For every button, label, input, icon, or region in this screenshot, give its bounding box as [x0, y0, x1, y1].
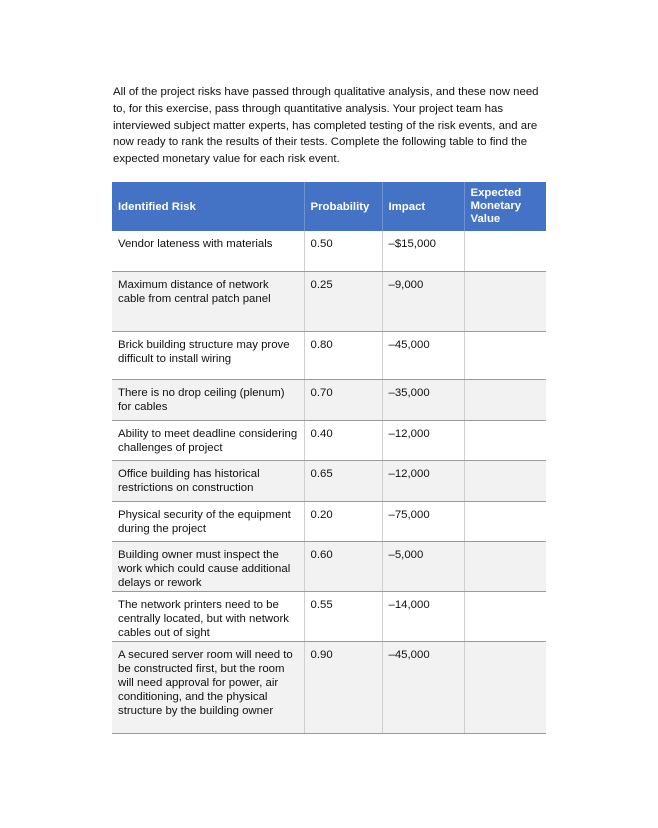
probability-cell: 0.60 — [304, 541, 382, 591]
probability-cell: 0.20 — [304, 501, 382, 541]
table-row — [112, 641, 546, 733]
risk-table — [112, 182, 546, 734]
impact-cell: –35,000 — [382, 379, 464, 420]
probability-cell: 0.55 — [304, 591, 382, 641]
probability-cell: 0.40 — [304, 420, 382, 460]
risk-cell: There is no drop ceiling (plenum) for cables — [112, 379, 304, 420]
impact-cell: –12,000 — [382, 420, 464, 460]
probability-cell: 0.50 — [304, 231, 382, 271]
risk-cell: Vendor lateness with materials — [112, 231, 304, 271]
table-row — [112, 501, 546, 541]
risk-cell: A secured server room will need to be constructed first, but the room will need approval for power, air conditioning, and the physical structure by the building owner — [112, 641, 304, 733]
impact-cell: –9,000 — [382, 271, 464, 331]
impact-cell: –45,000 — [382, 331, 464, 379]
table-row — [112, 231, 546, 271]
table-row — [112, 591, 546, 641]
probability-cell: 0.90 — [304, 641, 382, 733]
risk-cell: Office building has historical restrictions on construction — [112, 460, 304, 501]
impact-cell: –14,000 — [382, 591, 464, 641]
table-row — [112, 420, 546, 460]
risk-cell: Ability to meet deadline considering challenges of project — [112, 420, 304, 460]
emv-cell[interactable] — [464, 501, 546, 541]
table-row — [112, 379, 546, 420]
table-row — [112, 541, 546, 591]
intro-paragraph: All of the project risks have passed through qualitative analysis, and these now need to, for this exercise, pass through quantitative analysis. Your project team has interviewed subject matter experts, has completed testing of the risk events, and are now ready to rank the results of their tests. Complete the following table to find the expected monetary value for each risk event. — [113, 86, 539, 166]
emv-cell[interactable] — [464, 379, 546, 420]
impact-cell: –$15,000 — [382, 231, 464, 271]
emv-cell[interactable] — [464, 591, 546, 641]
emv-cell[interactable] — [464, 271, 546, 331]
risk-cell: Maximum distance of network cable from central patch panel — [112, 271, 304, 331]
header-probability: Probability — [304, 182, 382, 231]
header-emv-line3: Value — [470, 213, 501, 225]
probability-cell: 0.80 — [304, 331, 382, 379]
emv-cell[interactable] — [464, 541, 546, 591]
impact-cell: –12,000 — [382, 460, 464, 501]
header-identified-risk: Identified Risk — [112, 182, 304, 231]
impact-cell: –75,000 — [382, 501, 464, 541]
probability-cell: 0.65 — [304, 460, 382, 501]
header-expected-monetary-value — [464, 182, 546, 231]
table-header-row — [112, 182, 546, 231]
impact-cell: –5,000 — [382, 541, 464, 591]
header-emv-line2: Monetary — [470, 200, 522, 212]
emv-cell[interactable] — [464, 331, 546, 379]
header-emv-line1: Expected — [470, 187, 522, 199]
probability-cell: 0.70 — [304, 379, 382, 420]
table-row — [112, 460, 546, 501]
emv-cell[interactable] — [464, 231, 546, 271]
impact-cell: –45,000 — [382, 641, 464, 733]
risk-cell: Building owner must inspect the work which could cause additional delays or rework — [112, 541, 304, 591]
emv-cell[interactable] — [464, 420, 546, 460]
header-impact: Impact — [382, 182, 464, 231]
table-row — [112, 331, 546, 379]
risk-cell: Physical security of the equipment during the project — [112, 501, 304, 541]
emv-cell[interactable] — [464, 641, 546, 733]
risk-cell: Brick building structure may prove difficult to install wiring — [112, 331, 304, 379]
table-row — [112, 271, 546, 331]
probability-cell: 0.25 — [304, 271, 382, 331]
emv-cell[interactable] — [464, 460, 546, 501]
risk-cell: The network printers need to be centrally located, but with network cables out of sight — [112, 591, 304, 641]
